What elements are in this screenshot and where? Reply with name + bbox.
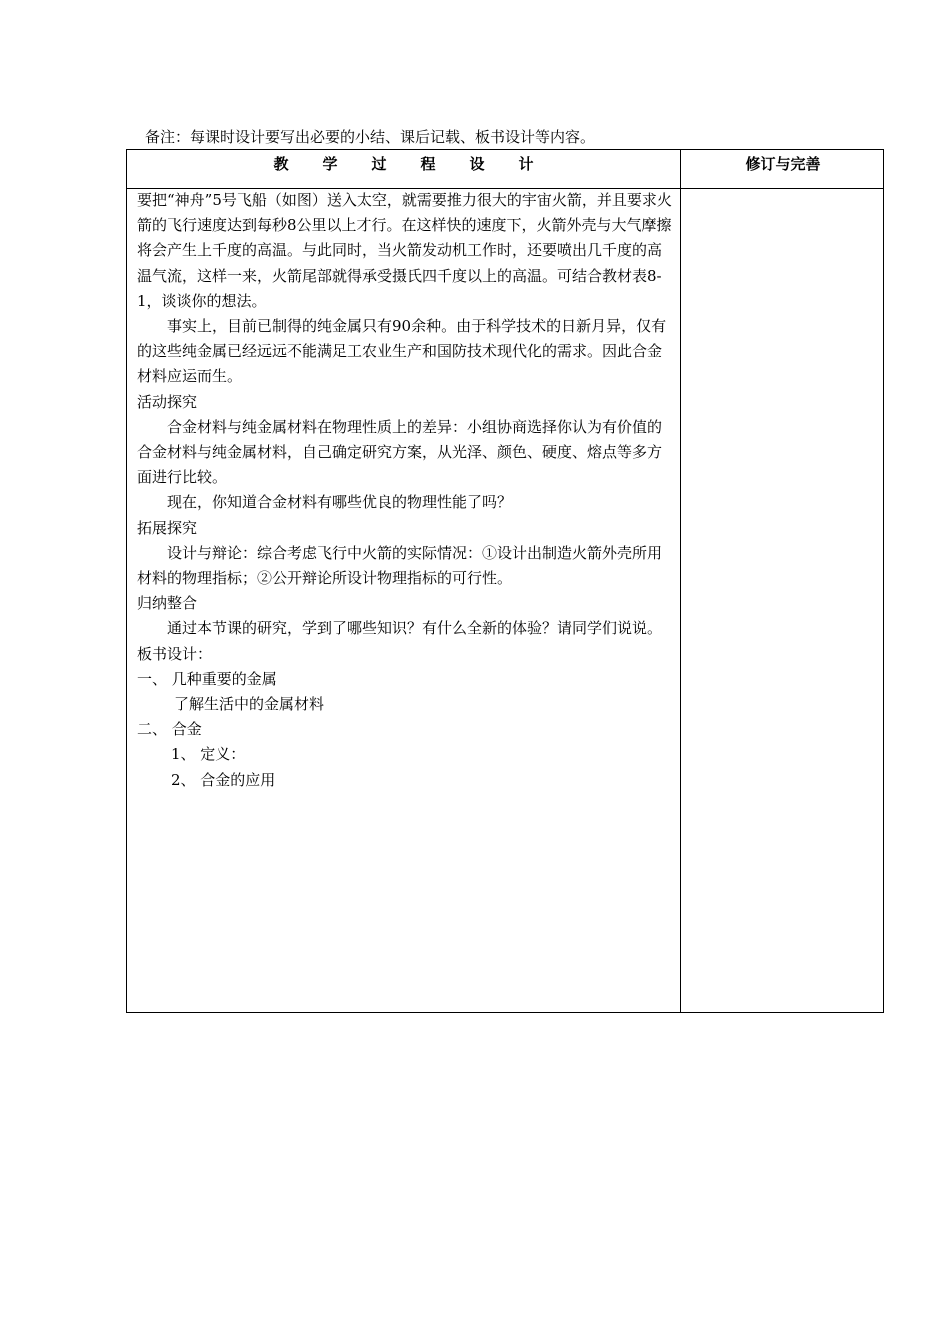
section-heading-extension: 拓展探究 [137,518,198,537]
board-item-2b: 2、 合金的应用 [171,770,276,789]
teaching-process-content [137,188,673,793]
board-item-1: 一、 几种重要的金属 [137,669,277,688]
section-heading-activity: 活动探究 [137,392,198,411]
paragraph-reflection: 通过本节课的研究，学到了哪些知识？有什么全新的体验？请同学们说说。 [167,619,663,638]
header-teaching-process: 教学过程设计 [273,155,568,173]
remark-note: 备注：每课时设计要写出必要的小结、课后记载、板书设计等内容。 [145,128,596,146]
header-revision: 修订与完善 [745,155,821,173]
paragraph-design-debate: 设计与辩论：综合考虑飞行中火箭的实际情况：①设计出制造火箭外壳所用材料的物理指标；②公开辩论所设计物理指标的可行性。 [137,543,663,588]
paragraph-pure-metals: 事实上，目前已制得的纯金属只有90余种。由于科学技术的日新月异，仅有的这些纯金属已经远远不能满足工农业生产和国防技术现代化的需求。因此合金材料应运而生。 [137,317,667,386]
board-design-title: 板书设计： [137,644,213,663]
board-item-1a: 了解生活中的金属材料 [174,695,325,714]
paragraph-rocket-intro: 要把“神舟”5号飞船（如图）送入太空，就需要推力很大的宇宙火箭，并且要求火箭的飞行速度达到每秒8公里以上才行。在这样快的速度下，火箭外壳与大气摩擦将会产生上千度的高温。与此同时，当火箭发动机工作时，还要喷出几千度的高温气流，这样一来，火箭尾部就得承受摄氏四千度以上的高温。可结合教材表8-1，谈谈你的想法。 [137,191,672,310]
revision-column [681,189,885,1014]
board-item-2a: 1、 定义： [171,745,246,764]
section-heading-summary: 归纳整合 [137,594,198,613]
paragraph-alloy-comparison: 合金材料与纯金属材料在物理性质上的差异：小组协商选择你认为有价值的合金材料与纯金属材料，自己确定研究方案，从光泽、颜色、硬度、熔点等多方面进行比较。 [137,417,663,487]
board-item-2: 二、 合金 [137,720,202,739]
paragraph-question: 现在，你知道合金材料有哪些优良的物理性能了吗？ [167,493,513,512]
lesson-table [126,149,884,1013]
